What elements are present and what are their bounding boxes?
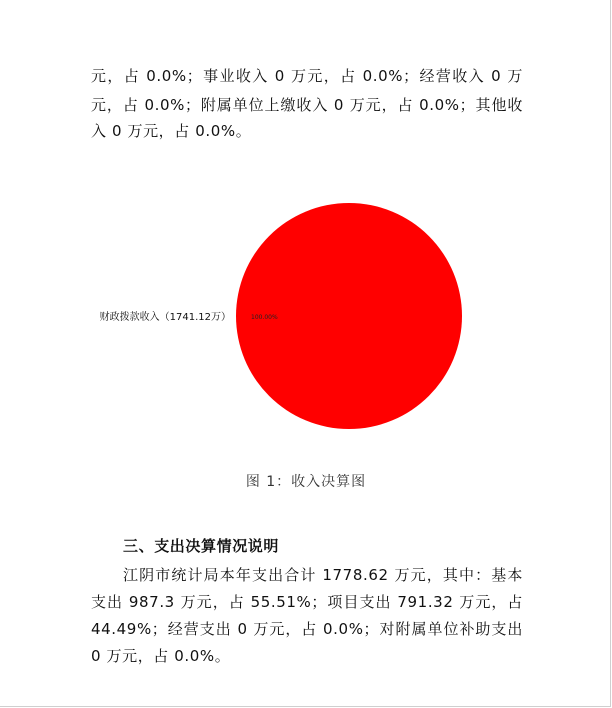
figure-caption: 图 1：收入决算图 bbox=[245, 474, 367, 490]
section-heading: 三、支出决算情况说明 bbox=[123, 537, 280, 555]
text-line: 支出 987.3 万元，占 55.51%；项目支出 791.32 万元，占 bbox=[91, 593, 523, 611]
income-pie-chart bbox=[0, 195, 612, 435]
text-line: 元，占 0.0%；附属单位上缴收入 0 万元，占 0.0%；其他收 bbox=[91, 96, 523, 114]
text-line: 元，占 0.0%；事业收入 0 万元，占 0.0%；经营收入 0 万 bbox=[91, 67, 523, 85]
pie-slice-percent-label: 100.00% bbox=[251, 314, 278, 321]
text-line: 44.49%；经营支出 0 万元，占 0.0%；对附属单位补助支出 bbox=[91, 620, 523, 638]
text-line: 入 0 万元，占 0.0%。 bbox=[91, 122, 252, 140]
text-line: 江阴市统计局本年支出合计 1778.62 万元，其中：基本 bbox=[123, 566, 523, 584]
text-line: 0 万元，占 0.0%。 bbox=[91, 647, 231, 665]
pie-slice-category-label: 财政拨款收入（1741.12万） bbox=[99, 312, 231, 323]
